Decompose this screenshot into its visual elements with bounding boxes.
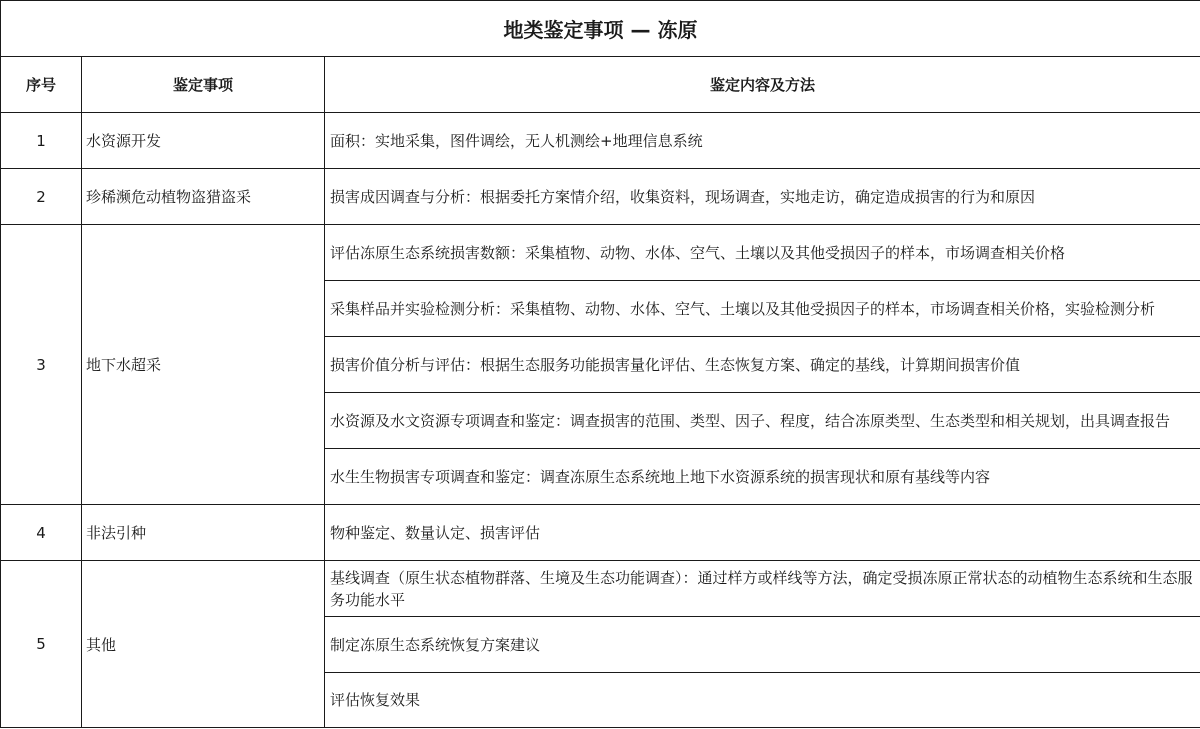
row-content: 制定冻原生态系统恢复方案建议: [325, 617, 1200, 673]
row-number: 2: [1, 169, 82, 225]
row-content: 损害成因调查与分析：根据委托方案情介绍，收集资料，现场调查，实地走访，确定造成损害的行为和原因: [325, 169, 1200, 225]
row-content: 采集样品并实验检测分析：采集植物、动物、水体、空气、土壤以及其他受损因子的样本，市场调查相关价格，实验检测分析: [325, 281, 1200, 337]
row-number: 3: [1, 225, 82, 505]
row-content: 评估恢复效果: [325, 673, 1200, 728]
header-item: 鉴定事项: [82, 57, 325, 113]
header-no: 序号: [1, 57, 82, 113]
row-content: 水资源及水文资源专项调查和鉴定：调查损害的范围、类型、因子、程度，结合冻原类型、生态类型和相关规划，出具调查报告: [325, 393, 1200, 449]
row-content: 损害价值分析与评估：根据生态服务功能损害量化评估、生态恢复方案、确定的基线，计算期间损害价值: [325, 337, 1200, 393]
row-number: 1: [1, 113, 82, 169]
row-item: 其他: [82, 561, 325, 728]
row-item: 水资源开发: [82, 113, 325, 169]
row-number: 4: [1, 505, 82, 561]
row-content: 评估冻原生态系统损害数额：采集植物、动物、水体、空气、土壤以及其他受损因子的样本，市场调查相关价格: [325, 225, 1200, 281]
row-item: 非法引种: [82, 505, 325, 561]
table-row: [1, 561, 1200, 617]
table-row: [1, 169, 1200, 225]
table-row: [1, 505, 1200, 561]
row-number: 5: [1, 561, 82, 728]
header-content: 鉴定内容及方法: [325, 57, 1200, 113]
row-item: 地下水超采: [82, 225, 325, 505]
row-content: 基线调查（原生状态植物群落、生境及生态功能调查）：通过样方或样线等方法，确定受损冻原正常状态的动植物生态系统和生态服务功能水平: [325, 561, 1200, 617]
row-content: 水生生物损害专项调查和鉴定：调查冻原生态系统地上地下水资源系统的损害现状和原有基线等内容: [325, 449, 1200, 505]
table-row: [1, 113, 1200, 169]
table-title: 地类鉴定事项 — 冻原: [1, 1, 1200, 57]
row-content: 面积：实地采集，图件调绘，无人机测绘+地理信息系统: [325, 113, 1200, 169]
row-item: 珍稀濒危动植物盗猎盗采: [82, 169, 325, 225]
row-content: 物种鉴定、数量认定、损害评估: [325, 505, 1200, 561]
table-row: [1, 225, 1200, 281]
